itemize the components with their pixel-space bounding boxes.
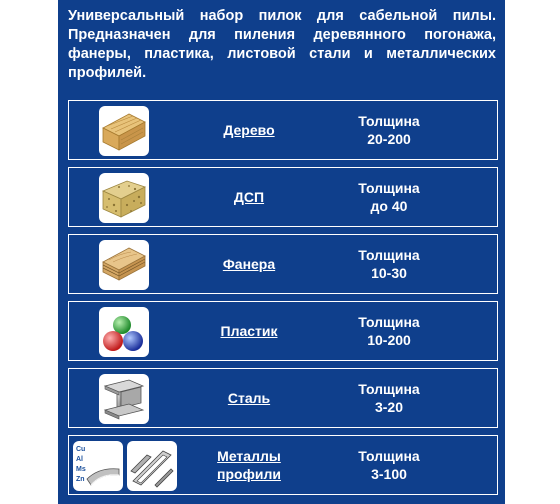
thickness-value: 3-20 bbox=[374, 399, 404, 415]
chipboard-icon bbox=[99, 173, 149, 223]
metal-profiles-icon bbox=[127, 441, 177, 491]
thickness-label: Толщина bbox=[358, 314, 420, 330]
material-row-plastic bbox=[68, 301, 498, 361]
material-name bbox=[189, 436, 309, 494]
thickness-label: Толщина bbox=[358, 381, 420, 397]
thickness-info bbox=[334, 369, 444, 427]
metal-elements-icon bbox=[73, 441, 123, 491]
thickness-label: Толщина bbox=[358, 247, 420, 263]
info-panel bbox=[58, 0, 505, 504]
thickness-info bbox=[334, 101, 444, 159]
thickness-value: до 40 bbox=[370, 198, 408, 214]
plastic-balls-icon bbox=[99, 307, 149, 357]
thickness-value: 10-30 bbox=[371, 265, 407, 281]
element-label: Cu bbox=[76, 446, 86, 453]
thickness-label: Толщина bbox=[358, 180, 420, 196]
thickness-label: Толщина bbox=[358, 113, 420, 129]
thickness-value: 3-100 bbox=[371, 466, 407, 482]
thickness-info bbox=[334, 436, 444, 494]
wood-beam-icon bbox=[99, 106, 149, 156]
element-label: Al bbox=[76, 456, 83, 463]
material-row-wood bbox=[68, 100, 498, 160]
thickness-label: Толщина bbox=[358, 448, 420, 464]
material-row-chipboard bbox=[68, 167, 498, 227]
material-row-metal-profiles bbox=[68, 435, 498, 495]
material-name-line1: Металлы bbox=[217, 448, 281, 464]
material-name: Дерево bbox=[223, 122, 275, 138]
plywood-icon bbox=[99, 240, 149, 290]
element-label: Zn bbox=[76, 476, 85, 483]
thickness-value: 10-200 bbox=[367, 332, 411, 348]
material-name-line2: профили bbox=[217, 466, 281, 482]
material-name: ДСП bbox=[233, 189, 265, 205]
description-heading: Универсальный набор пилок для сабельной пилы. Предназначен для пиления деревянного погонажа, фанеры, пластика, листовой стали и металлических профилей. bbox=[68, 8, 496, 81]
material-row-steel bbox=[68, 368, 498, 428]
thickness-value: 20-200 bbox=[367, 131, 411, 147]
material-row-plywood bbox=[68, 234, 498, 294]
thickness-info bbox=[334, 168, 444, 226]
steel-beam-icon bbox=[99, 374, 149, 424]
material-name: Сталь bbox=[227, 390, 271, 406]
material-name: Фанера bbox=[222, 256, 276, 272]
element-label: Ms bbox=[76, 466, 86, 473]
material-name: Пластик bbox=[220, 323, 278, 339]
thickness-info bbox=[334, 235, 444, 293]
thickness-info bbox=[334, 302, 444, 360]
